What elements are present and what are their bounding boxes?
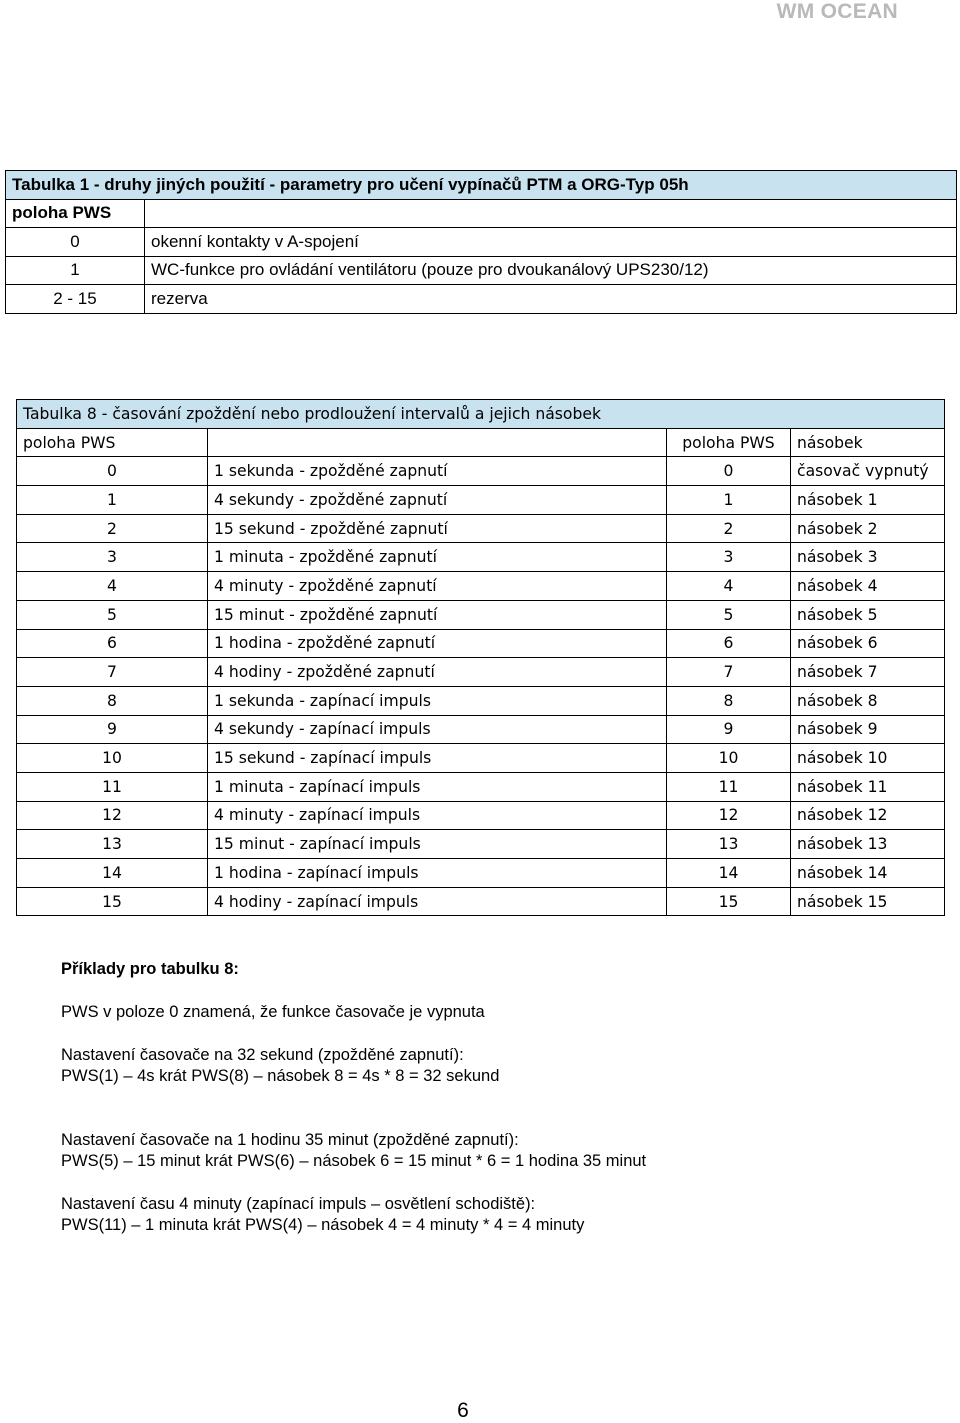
table-8-title-row — [17, 400, 945, 429]
table-8-header-empty — [208, 428, 667, 457]
table-row — [17, 715, 945, 744]
table-cell-position: 5 — [17, 600, 208, 629]
table-cell-position-2: 14 — [667, 859, 791, 888]
table-cell-position-2: 4 — [667, 572, 791, 601]
table-cell-position: 0 — [17, 457, 208, 486]
table-8-body — [17, 457, 945, 916]
table-cell-position-2: 6 — [667, 629, 791, 658]
table-row — [17, 629, 945, 658]
table-cell-position-2: 7 — [667, 658, 791, 687]
table-row — [17, 830, 945, 859]
table-cell-position-2: 2 — [667, 514, 791, 543]
example-1-formula: PWS(1) – 4s krát PWS(8) – násobek 8 = 4s * 8 = 32 sekund — [61, 1067, 500, 1085]
table-row — [17, 859, 945, 888]
table-cell-position: 2 — [17, 514, 208, 543]
table-cell-position-2: 5 — [667, 600, 791, 629]
table-cell-description: rezerva — [145, 285, 957, 314]
table-cell-multiplier: násobek 5 — [791, 600, 945, 629]
example-3-title: Nastavení času 4 minuty (zapínací impuls – osvětlení schodiště): — [61, 1195, 536, 1213]
table-cell-description: 4 hodiny - zpožděné zapnutí — [208, 658, 667, 687]
table-cell-description: 1 minuta - zapínací impuls — [208, 772, 667, 801]
table-cell-position-2: 8 — [667, 686, 791, 715]
table-8-header-poloha: poloha PWS — [17, 428, 208, 457]
table-cell-position: 7 — [17, 658, 208, 687]
table-cell-description: 4 hodiny - zapínací impuls — [208, 887, 667, 916]
table-cell-multiplier: časovač vypnutý — [791, 457, 945, 486]
brand-logo-text: WM OCEAN — [776, 0, 898, 23]
table-1-title: Tabulka 1 - druhy jiných použití - parametry pro učení vypínačů PTM a ORG-Typ 05h — [6, 171, 957, 200]
table-cell-position-2: 1 — [667, 486, 791, 515]
table-cell-multiplier: násobek 12 — [791, 801, 945, 830]
example-1-title: Nastavení časovače na 32 sekund (zpožděné zapnutí): — [61, 1046, 464, 1064]
table-cell-position-2: 0 — [667, 457, 791, 486]
table-row — [17, 686, 945, 715]
table-row — [17, 457, 945, 486]
table-cell-description: WC-funkce pro ovládání ventilátoru (pouze pro dvoukanálový UPS230/12) — [145, 256, 957, 285]
table-cell-description: 1 minuta - zpožděné zapnutí — [208, 543, 667, 572]
table-cell-position: 11 — [17, 772, 208, 801]
table-cell-position: 2 - 15 — [6, 285, 145, 314]
table-row — [17, 572, 945, 601]
table-cell-position-2: 3 — [667, 543, 791, 572]
table-cell-multiplier: násobek 2 — [791, 514, 945, 543]
table-cell-position: 1 — [6, 256, 145, 285]
table-cell-multiplier: násobek 4 — [791, 572, 945, 601]
table-row — [17, 772, 945, 801]
table-cell-position: 14 — [17, 859, 208, 888]
table-cell-position: 15 — [17, 887, 208, 916]
table-cell-position-2: 9 — [667, 715, 791, 744]
table-cell-position: 6 — [17, 629, 208, 658]
table-cell-position: 3 — [17, 543, 208, 572]
table-row — [17, 658, 945, 687]
table-row — [17, 543, 945, 572]
table-row — [6, 285, 957, 314]
table-row — [17, 514, 945, 543]
table-cell-multiplier: násobek 7 — [791, 658, 945, 687]
table-8-header-nasobek: násobek — [791, 428, 945, 457]
table-cell-position: 8 — [17, 686, 208, 715]
table-cell-multiplier: násobek 6 — [791, 629, 945, 658]
table-row — [17, 486, 945, 515]
table-cell-description: 4 minuty - zpožděné zapnutí — [208, 572, 667, 601]
table-cell-description: okenní kontakty v A-spojení — [145, 228, 957, 257]
table-row — [17, 744, 945, 773]
table-row — [6, 228, 957, 257]
table-cell-description: 15 sekund - zapínací impuls — [208, 744, 667, 773]
table-cell-description: 1 sekunda - zpožděné zapnutí — [208, 457, 667, 486]
table-cell-multiplier: násobek 8 — [791, 686, 945, 715]
table-cell-position-2: 15 — [667, 887, 791, 916]
table-cell-description: 1 sekunda - zapínací impuls — [208, 686, 667, 715]
table-cell-position: 4 — [17, 572, 208, 601]
table-cell-position: 9 — [17, 715, 208, 744]
table-1-header-empty — [145, 199, 957, 228]
table-1 — [5, 170, 957, 314]
table-cell-position-2: 11 — [667, 772, 791, 801]
table-cell-multiplier: násobek 10 — [791, 744, 945, 773]
table-cell-multiplier: násobek 11 — [791, 772, 945, 801]
table-row — [17, 801, 945, 830]
example-3-formula: PWS(11) – 1 minuta krát PWS(4) – násobek 4 = 4 minuty * 4 = 4 minuty — [61, 1216, 585, 1234]
table-8-header-poloha-2: poloha PWS — [667, 428, 791, 457]
table-row — [17, 887, 945, 916]
examples-heading: Příklady pro tabulku 8: — [61, 960, 239, 978]
table-cell-position: 12 — [17, 801, 208, 830]
table-8-header-row — [17, 428, 945, 457]
table-cell-position: 10 — [17, 744, 208, 773]
table-cell-description: 4 sekundy - zapínací impuls — [208, 715, 667, 744]
examples-line-1: PWS v poloze 0 znamená, že funkce časovače je vypnuta — [61, 1003, 485, 1021]
table-cell-description: 1 hodina - zpožděné zapnutí — [208, 629, 667, 658]
table-cell-multiplier: násobek 15 — [791, 887, 945, 916]
table-8 — [16, 399, 945, 916]
example-2-formula: PWS(5) – 15 minut krát PWS(6) – násobek 6 = 15 minut * 6 = 1 hodina 35 minut — [61, 1152, 647, 1170]
table-cell-multiplier: násobek 14 — [791, 859, 945, 888]
table-cell-description: 4 minuty - zapínací impuls — [208, 801, 667, 830]
table-1-header-row — [6, 199, 957, 228]
table-1-body — [6, 228, 957, 314]
table-cell-description: 15 minut - zpožděné zapnutí — [208, 600, 667, 629]
table-cell-position: 0 — [6, 228, 145, 257]
table-cell-multiplier: násobek 13 — [791, 830, 945, 859]
table-cell-position: 1 — [17, 486, 208, 515]
table-cell-multiplier: násobek 1 — [791, 486, 945, 515]
table-row — [17, 600, 945, 629]
table-row — [6, 256, 957, 285]
table-cell-position-2: 10 — [667, 744, 791, 773]
example-2-title: Nastavení časovače na 1 hodinu 35 minut (zpožděné zapnutí): — [61, 1131, 519, 1149]
table-cell-position: 13 — [17, 830, 208, 859]
table-cell-multiplier: násobek 3 — [791, 543, 945, 572]
table-cell-description: 15 sekund - zpožděné zapnutí — [208, 514, 667, 543]
table-cell-description: 4 sekundy - zpožděné zapnutí — [208, 486, 667, 515]
page-number: 6 — [457, 1399, 469, 1422]
table-1-title-row — [6, 171, 957, 200]
table-cell-description: 1 hodina - zapínací impuls — [208, 859, 667, 888]
table-cell-position-2: 12 — [667, 801, 791, 830]
table-1-header-poloha: poloha PWS — [6, 199, 145, 228]
table-cell-multiplier: násobek 9 — [791, 715, 945, 744]
table-cell-position-2: 13 — [667, 830, 791, 859]
table-cell-description: 15 minut - zapínací impuls — [208, 830, 667, 859]
table-8-title: Tabulka 8 - časování zpoždění nebo prodloužení intervalů a jejich násobek — [17, 400, 945, 429]
